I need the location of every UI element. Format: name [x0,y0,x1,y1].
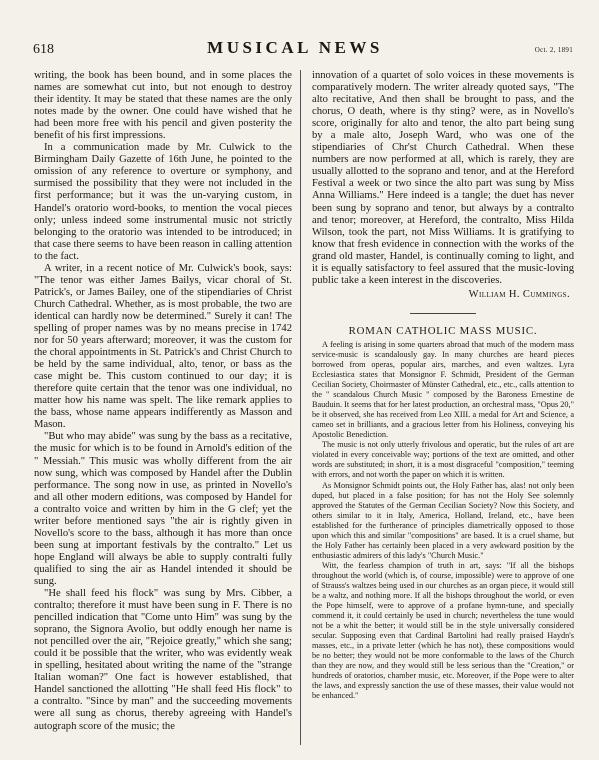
paragraph: writing, the book has been bound, and in some places the names are somewhat cut into, but not enough to destroy their identity. It may be stated that these names are the only notes made by the owner. One could have wished that he had been more free with his pencil and given posterity the benefit of his first impressions. [34,70,292,142]
paragraph: In a communication made by Mr. Culwick to the Birmingham Daily Gazette of 16th June, he pointed to the omission of any reference to overture or symphony, and surmised the possibility that they were not included in the first performance; but it was the un-varying custom, in Handel's oratorio word-books, to mention the vocal pieces only; unless indeed some instrumental music not strictly belonging to the oratorio was intended to be introduced; in that case there seems to have been reason in calling attention to the fact. [34,142,292,262]
paragraph: Witt, the fearless champion of truth in art, says: "If all the bishops throughout the world (which is, of course, impossible) were to approve of one of Strauss's waltzes being used in our churches as an organ piece, it would still be a waltz, and nothing more. If all the bishops throughout the world, or even the Pope himself, were to approve of a profane hymn-tune, and specially commend it, it could certainly be used in church; nevertheless the tune would not be a whit the better; it would still be in the style universally considered secular. Supposing even that Cardinal Bartolini had really praised Haydn's masses, etc., in a private letter (which he has not), these compositions would be no better; they would not be more conformable to the laws of the Church than they are now, and they would still be less serious than the "Creation," or hundreds of oratorios, chamber music, etc. Moreover, if the Pope were to alter the laws, and expressly sanction the use of these masses, their value would not be enhanced." [312,560,574,701]
right-column [312,70,574,702]
paragraph: A writer, in a recent notice of Mr. Culwick's book, says: "The tenor was either James Bailys, vicar choral of St. Patrick's, or James Bailey, one of the stipendiaries of Christ Church Cathedral. Whether, as is most probable, the two are identical can hardly now be determined." Surely it can! The spelling of proper names was by no means precise in 1742 nor for 50 years afterward; moreover, it was the custom for the choral appointments in St. Patrick's and Christ Church to be held by the same individual, alto, tenor, or bass as the case might be. This custom continued to our day; it is therefore quite certain that the tenor was one individual, no matter how his name was spelt. The like remark applies to the bass, whose name appears indifferently as Masson and Mason. [34,262,292,431]
article-heading: ROMAN CATHOLIC MASS MUSIC. [348,324,538,337]
column-divider [300,70,301,745]
page-header [0,0,599,64]
issue-date: Oct. 2, 1891 [534,46,573,54]
paragraph: "He shall feed his flock" was sung by Mrs. Cibber, a contralto; therefore it must have been sung in F. There is no pencilled indication that "Come unto Him" was sung by the soprano, the Signora Avolio, but oddly enough her name is not pencilled over the air, "Rejoice greatly," which she sang; could it be possible that the writer, who was evidently weak in spelling, hesitated about writing the name of the "strange Italian woman?" One fact is however established, that Handel sanctioned the allotting "He shall feed His flock" to a contralto. "Since by man" and the succeeding movements were all sung as chorus, thereby agreeing with Handel's autograph score of the music; the [34,588,292,732]
section-divider [410,313,476,314]
paragraph: innovation of a quartet of solo voices in these movements is comparatively modern. The writer already quoted says, "The alto recitative, And then shall be brought to pass, and the chorus, O death, where is thy sting? were, as in Novello's score, originally for alto and tenor, the alto part being sung by a male alto, Joseph Ward, who was one of the stipendiaries of Chr'st Church Cathedral. When these numbers are now performed at all, which is rarely, they are usually allotted to the soprano and tenor, and at the Hereford Festival a week or two since the alto part was sung by Miss Anna Williams." Here indeed is a tangle; the duet has never been sung by soprano and tenor, but always by a contralto and tenor; moreover, at Hereford, the contralto, Miss Hilda Wilson, took the part, not Miss Williams. It is gratifying to know that fresh evidence in connection with the works of the grand old master, Handel, is continually coming to light, and it is equally satisfactory to feel assured that the music-loving public take a keen interest in the discoveries. [312,70,574,286]
essay-continuation [312,70,574,287]
author-signature: William H. Cummings. [468,288,570,300]
paragraph: The music is not only utterly frivolous and operatic, but the rules of art are violated in every conceivable way; portions of the text are omitted, and other words are substituted; in short, it is a most disgraceful "composition," teeming with errors, and not worth the paper on which it is written. [312,440,574,480]
article-mass-music [312,325,574,702]
left-column [34,70,292,733]
paragraph: As Monsignor Schmidt points out, the Holy Father has, alas! not only been duped, but placed in a false position; for has not the Holy See solemnly approved the Statutes of the German Cecilian Society? Now this Society, and others similar to it in Italy, America, Holland, Ireland, etc., have been established for the furtherance of principles diametrically opposed to those upon which this and similar "compositions" are based. It is a cruel shame, but the Holy Father has certainly been placed in a very awkward position by the enthusiastic admirers of this lady's "Church Music." [312,480,574,560]
journal-title: MUSICAL NEWS [207,38,383,57]
paragraph: "But who may abide" was sung by the bass as a recitative, the music for which is to be found in Arnold's edition of the " Messiah." This music was wholly different from the air now sung, which was composed by Handel after the Dublin performance. The song now in use, as printed in Novello's and all other modern editions, was composed by Handel for a contralto voice and written by him in the G clef; yet the writer before mentioned says "the air is rightly given in Novello's score to the bass, although it has more than once been sung at important festivals by the contralto." Let us hope England will always be able to supply contralti fully qualified to sing the air as Handel intended it should be sung. [34,431,292,587]
paragraph: A feeling is arising in some quarters abroad that much of the modern mass service-music is scandalously gay. In many churches are heard pieces borrowed from operas, popular airs, marches, and even waltzes. Lyra Ecclesiastica states that Monsignor F. Schmidt, President of the German Cecilian Society, Choirmaster of Münster Cathedral, etc., etc., calls attention to the " scandalous Church Music " composed by the Baroness Ernestine de Bauduin. It seems that for her latest production, an orchestral mass, "Opus 20," be it observed, she has received from Leo XIII. a medal for Art and Science, a cameo set in brilliants, and a gracious letter from his Holiness, conveying his Apostolic Benediction. [312,339,574,440]
page-number: 618 [33,42,54,57]
